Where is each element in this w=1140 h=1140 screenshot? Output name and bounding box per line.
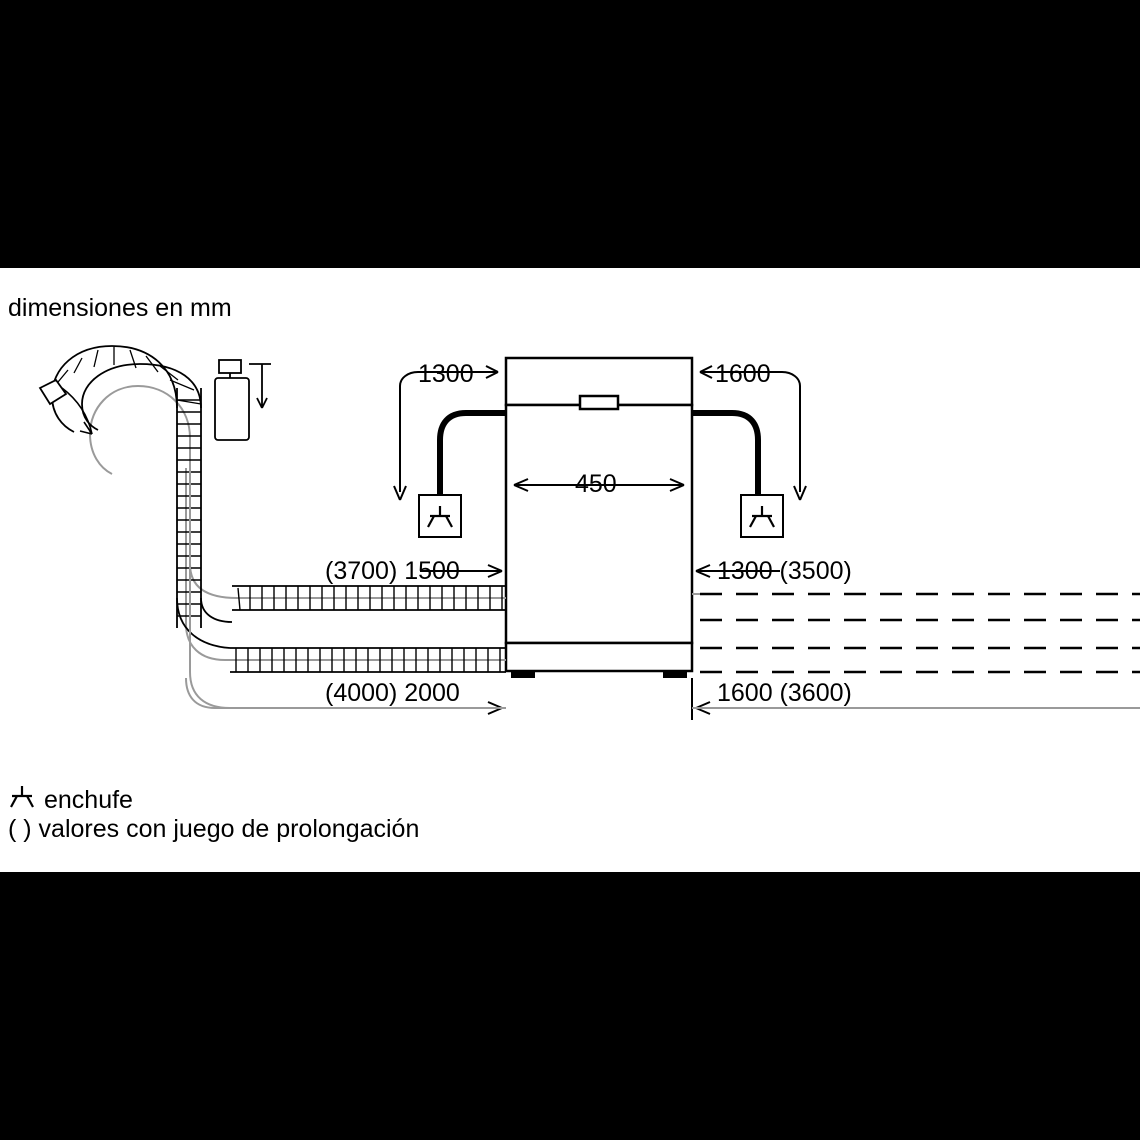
- hose-bundle: [90, 386, 506, 708]
- appliance-outline: [506, 358, 692, 677]
- aquastop-valve: [215, 360, 271, 440]
- plug-symbol-right: [741, 495, 783, 537]
- label-hose-right-upper: 1300 (3500): [717, 557, 852, 585]
- label-plug-right: 1600: [715, 360, 771, 388]
- label-plug-left: 1300: [418, 360, 474, 388]
- legend-parenthesis-text: ( ) valores con juego de prolongación: [8, 815, 420, 843]
- power-cord-left: [440, 413, 506, 495]
- plug-symbol-left: [419, 495, 461, 537]
- hose-texture-lower: [230, 648, 506, 672]
- diagram-canvas: [0, 268, 1140, 872]
- power-cord-right: [692, 413, 758, 495]
- diagram-drawing: [0, 268, 1140, 872]
- legend-plug-icon: [11, 786, 33, 807]
- label-hose-left-lower: (4000) 2000: [325, 679, 460, 707]
- supply-lines-right: [700, 594, 1140, 672]
- label-hose-right-lower: 1600 (3600): [717, 679, 852, 707]
- legend-plug-text: enchufe: [44, 786, 133, 814]
- diagram-header: dimensiones en mm: [8, 294, 232, 322]
- label-hose-left-upper: (3700) 1500: [325, 557, 460, 585]
- label-width: 450: [575, 470, 617, 498]
